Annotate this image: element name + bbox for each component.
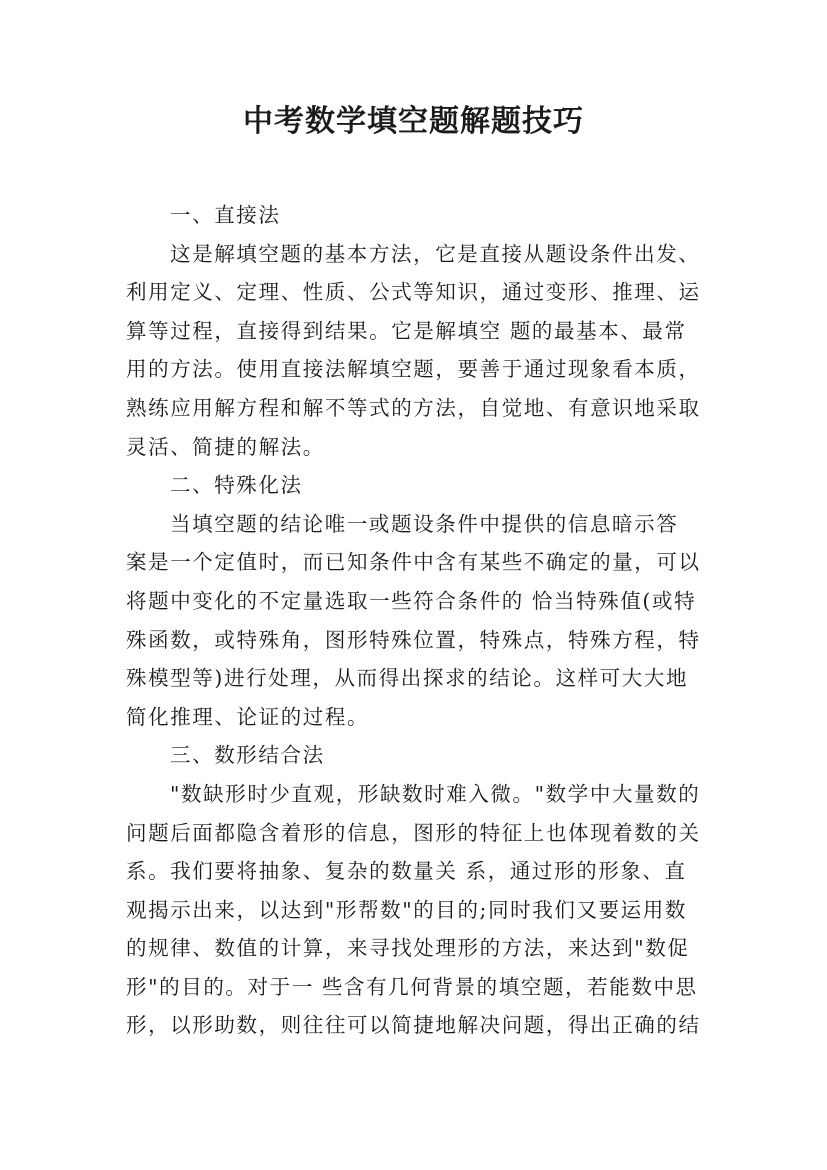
text-line: 观揭示出来，以达到"形帮数"的目的;同时我们又要运用数 [126, 897, 687, 922]
text-line: 三、数形结合法 [170, 743, 325, 768]
text-line: 算等过程，直接得到结果。它是解填空 题的最基本、最常 [126, 318, 687, 343]
text-line: 一、直接法 [170, 203, 281, 227]
text-line: 简化推理、论证的过程。 [126, 704, 370, 729]
text-line: 殊模型等)进行处理，从而得出探求的结论。这样可大大地 [126, 666, 689, 691]
text-line: 当填空题的结论唯一或题设条件中提供的信息暗示答 [170, 511, 679, 536]
text-line: "数缺形时少直观，形缺数时难入微。"数学中大量数的 [170, 781, 701, 806]
text-line: 灵活、简捷的解法。 [126, 434, 325, 459]
document-title: 中考数学填空题解题技巧 [243, 104, 584, 139]
text-line: 将题中变化的不定量选取一些符合条件的 恰当特殊值(或特 [126, 588, 697, 613]
text-line: 系。我们要将抽象、复杂的数量关 系，通过形的形象、直 [126, 859, 687, 884]
text-line: 形"的目的。对于一 些含有几何背景的填空题，若能数中思 [126, 974, 698, 999]
text-line: 殊函数，或特殊角，图形特殊位置，特殊点，特殊方程，特 [126, 627, 701, 652]
text-line: 二、特殊化法 [170, 473, 303, 498]
text-line: 用的方法。使用直接法解填空题，要善于通过现象看本质， [126, 357, 701, 382]
text-line: 形，以形助数，则往往可以简捷地解决问题，得出正确的结 [126, 1013, 701, 1038]
text-line: 问题后面都隐含着形的信息，图形的特征上也体现着数的关 [126, 820, 701, 845]
text-line: 熟练应用解方程和解不等式的方法，自觉地、有意识地采取 [126, 395, 701, 420]
text-line: 利用定义、定理、性质、公式等知识，通过变形、推理、运 [126, 280, 701, 305]
text-line: 这是解填空题的基本方法，它是直接从题设条件出发、 [170, 241, 701, 266]
document-body [126, 196, 706, 1045]
text-line: 的规律、数值的计算，来寻找处理形的方法，来达到"数促 [126, 936, 690, 961]
text-line: 案是一个定值时，而已知条件中含有某些不确定的量，可以 [126, 550, 701, 575]
